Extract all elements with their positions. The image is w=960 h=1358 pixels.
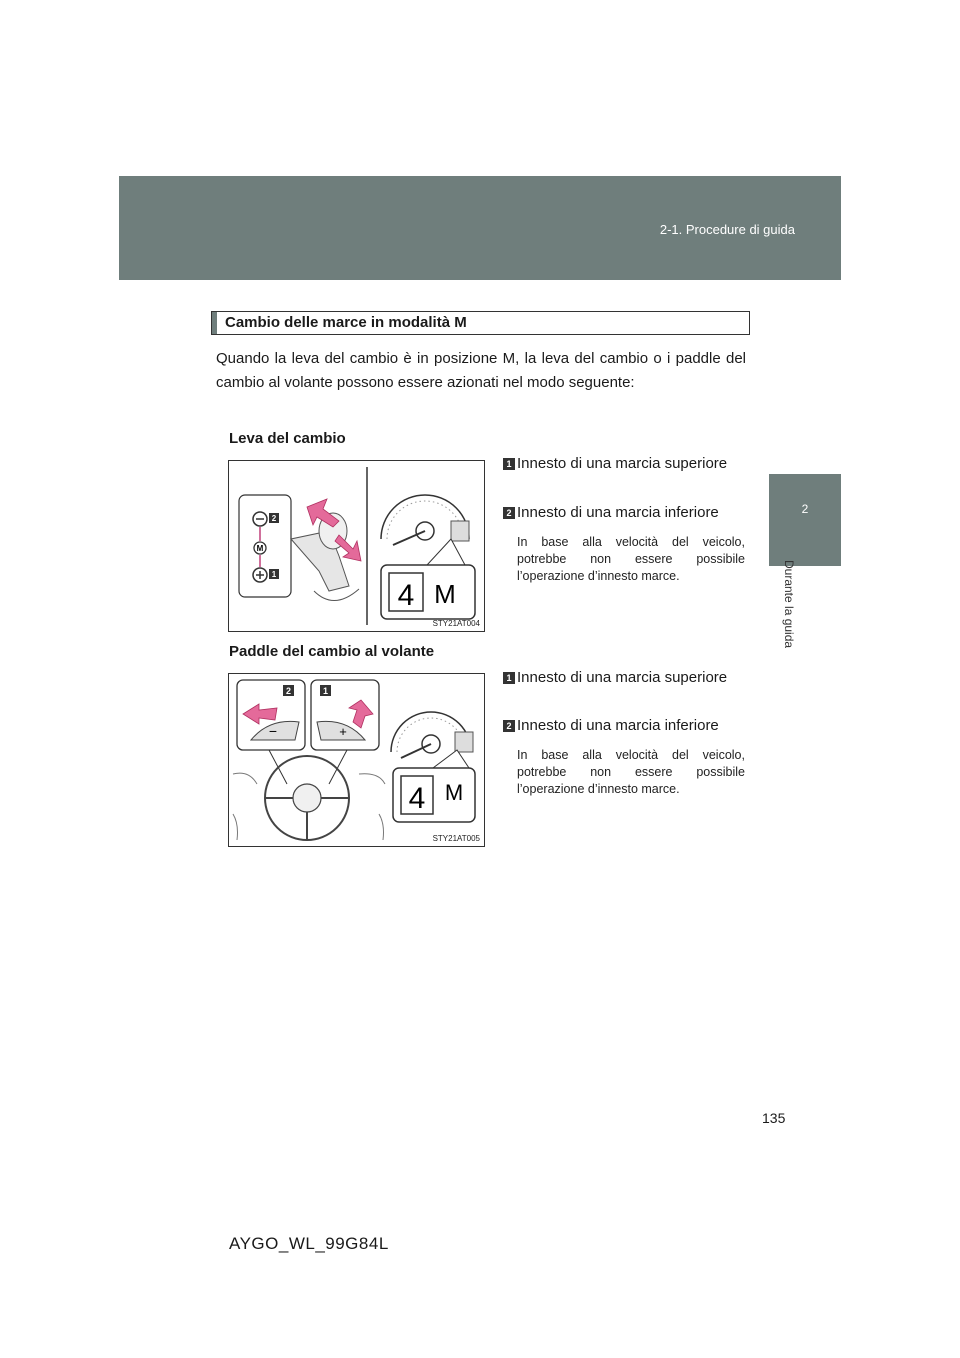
paddle-figure	[228, 673, 485, 847]
paddle-note: In base alla velocità del veicolo, potrebbe non essere possibile l’operazione d’innesto marce.	[517, 748, 745, 796]
paddle-item-1-text: Innesto di una marcia superiore	[517, 669, 728, 686]
side-tab-number: 2	[801, 502, 809, 516]
lever-figure-code: STY21AT004	[432, 619, 480, 628]
paddle-item-2-number: 2	[503, 720, 515, 732]
side-tab-label-text: Durante la guida	[782, 560, 796, 649]
callout-2: 2	[285, 686, 292, 696]
lever-item-2-text: Innesto di una marcia inferiore	[517, 504, 719, 521]
lever-note: In base alla velocità del veicolo, potrebbe non essere possibile l’operazione d’innesto marce.	[517, 535, 745, 583]
plus-label: +	[339, 724, 347, 739]
section-title: Cambio delle marce in modalità M	[225, 314, 467, 331]
section-title-bar	[212, 312, 217, 334]
callout-1: 1	[322, 686, 329, 696]
lever-item-1-number: 1	[503, 458, 515, 470]
page-number: 135	[762, 1110, 786, 1126]
gear-display: 4	[397, 579, 415, 612]
document-code: AYGO_WL_99G84L	[229, 1234, 389, 1253]
minus-label: −	[268, 723, 278, 739]
lever-diagram	[229, 461, 484, 631]
paddle-heading: Paddle del cambio al volante	[229, 643, 435, 660]
section-title-box	[211, 311, 750, 335]
header-section-title: 2-1. Procedure di guida	[659, 222, 795, 237]
side-tab-label	[782, 560, 813, 700]
lever-figure	[228, 460, 485, 632]
paddle-figure-code: STY21AT005	[432, 834, 480, 843]
callout-2: 2	[271, 514, 277, 523]
lever-item-1	[503, 452, 747, 476]
paddle-diagram	[229, 674, 484, 846]
header-band	[119, 176, 841, 280]
side-tab-number-box	[769, 474, 841, 566]
paddle-item-2	[503, 714, 747, 738]
paddle-item-2-text: Innesto di una marcia inferiore	[517, 717, 719, 734]
intro-paragraph: Quando la leva del cambio è in posizione M, la leva del cambio o i paddle del cambio al volante possono essere azionati nel modo seguente:	[216, 350, 746, 391]
lever-heading: Leva del cambio	[229, 430, 346, 447]
lever-item-1-text: Innesto di una marcia superiore	[517, 455, 728, 472]
gear-display: 4	[408, 782, 426, 815]
lever-item-2	[503, 501, 747, 525]
lever-item-2-number: 2	[503, 507, 515, 519]
mode-display: M	[444, 780, 464, 805]
mode-display: M	[434, 579, 456, 609]
paddle-item-1	[503, 666, 747, 690]
paddle-item-1-number: 1	[503, 672, 515, 684]
m-label: M	[256, 544, 264, 553]
callout-1: 1	[271, 570, 277, 579]
